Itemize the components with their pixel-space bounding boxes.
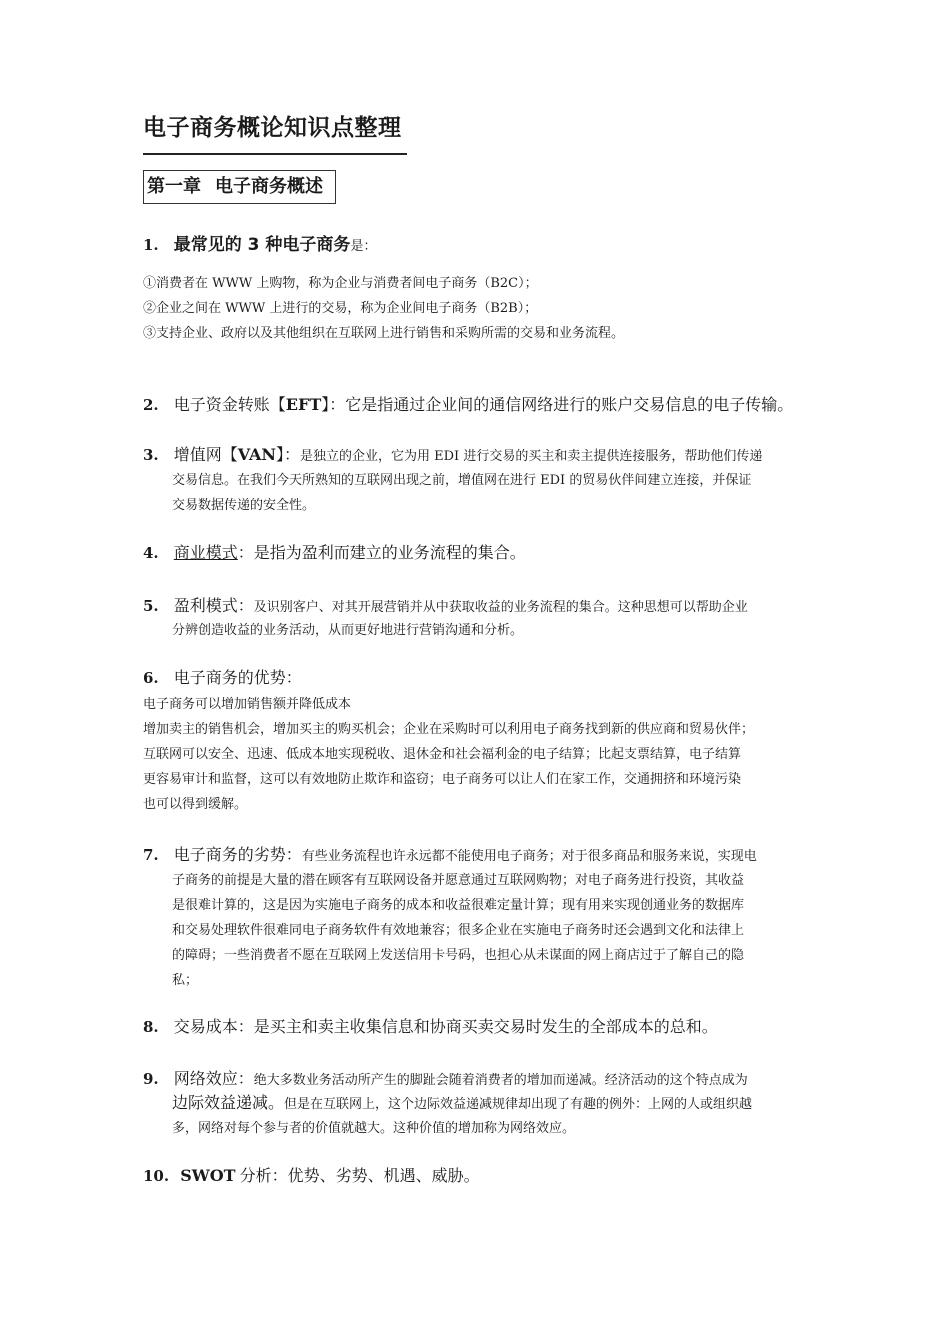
item-term: 盈利模式：: [173, 596, 254, 615]
item-text: 及识别客户、对其开展营销并从中获取收益的业务流程的集合。这种思想可以帮助企业: [253, 600, 748, 615]
item-term: 交易成本：: [173, 1017, 254, 1036]
item-number: 4.: [143, 544, 159, 562]
item-number: 7.: [143, 846, 159, 864]
item-text: 是独立的企业，它为用 EDI 进行交易的买主和卖主提供连接服务，帮助他们传递: [300, 449, 763, 464]
item-suffix: 是：: [350, 239, 377, 254]
item-6: [143, 665, 302, 688]
item-3: [143, 442, 762, 465]
item-1-line: ③支持企业、政府以及其他组织在互联网上进行销售和采购所需的交易和业务流程。: [143, 326, 625, 341]
item-1-line: ②企业之间在 WWW 上进行的交易，称为企业间电子商务（B2B）；: [143, 301, 538, 316]
item-5-line: 分辨创造收益的业务活动，从而更好地进行营销沟通和分析。: [172, 623, 524, 638]
item-text: 分析：优势、劣势、机遇、威胁。: [239, 1166, 480, 1185]
item-7-line: 私；: [172, 973, 199, 988]
item-text: 是买主和卖主收集信息和协商买卖交易时发生的全部成本的总和。: [253, 1017, 718, 1036]
item-number: 3.: [143, 446, 159, 464]
item-number: 10.: [143, 1167, 170, 1185]
item-6-line: 互联网可以安全、迅速、低成本地实现税收、退休金和社会福利金的电子结算；比起支票结算，电子结算: [143, 747, 742, 762]
item-9-line-rest: 但是在互联网上，这个边际效益递减规律却出现了有趣的例外：上网的人或组织越: [284, 1097, 753, 1112]
item-text: ：是指为盈利而建立的业务流程的集合。: [237, 543, 526, 562]
item-7-line: 和交易处理软件很难同电子商务软件有效地兼容；很多企业在实施电子商务时还会遇到文化和法律上: [172, 923, 745, 938]
chapter-heading: [143, 170, 336, 204]
item-9-line: [172, 1090, 752, 1113]
item-10: [143, 1163, 480, 1186]
item-4: [143, 540, 526, 563]
item-text: 它是指通过企业间的通信网络进行的账户交易信息的电子传输。: [345, 395, 794, 414]
item-9-line: 多，网络对每个参与者的价值就越大。这种价值的增加称为网络效应。: [172, 1121, 576, 1136]
item-3-line: 交易数据传递的安全性。: [172, 498, 316, 513]
item-number: 5.: [143, 597, 159, 615]
item-text: 有些业务流程也许永远都不能使用电子商务；对于很多商品和服务来说，实现电: [301, 849, 757, 864]
item-3-line: 交易信息。在我们今天所熟知的互联网出现之前，增值网在进行 EDI 的贸易伙伴间建立连接，并保证: [172, 473, 752, 488]
item-1-line: ①消费者在 WWW 上购物，称为企业与消费者间电子商务（B2C）；: [143, 276, 538, 291]
item-2: [143, 392, 793, 415]
item-number: 1.: [143, 236, 159, 254]
item-term: 电子商务的劣势：: [173, 845, 302, 864]
item-7: [143, 842, 757, 865]
item-term: 电子资金转账【EFT】：: [173, 395, 346, 414]
item-7-line: 子商务的前提是大量的潜在顾客有互联网设备并愿意通过互联网购物；对电子商务进行投资，其收益: [172, 873, 745, 888]
item-9: [143, 1066, 748, 1089]
item-5: [143, 593, 748, 616]
item-6-line: 更容易审计和监督，这可以有效地防止欺诈和盗窃；电子商务可以让人们在家工作，交通拥挤和环境污染: [143, 772, 742, 787]
item-term: 最常见的 3 种电子商务: [173, 235, 351, 255]
item-number: 9.: [143, 1070, 159, 1088]
item-9-emphasis: 边际效益递减。: [172, 1093, 285, 1112]
item-term: 网络效应：: [173, 1069, 254, 1088]
item-term: 增值网【VAN】：: [173, 445, 301, 464]
item-number: 6.: [143, 669, 159, 687]
chapter-label: 第一章: [147, 176, 201, 197]
item-number: 8.: [143, 1018, 159, 1036]
item-7-line: 是很难计算的，这是因为实施电子商务的成本和收益很难定量计算；现有用来实现创通业务的数据库: [172, 898, 745, 913]
item-6-line: 增加卖主的销售机会，增加买主的购买机会；企业在采购时可以利用电子商务找到新的供应商和贸易伙伴；: [143, 722, 755, 737]
item-1-heading: [143, 230, 376, 255]
item-text: 绝大多数业务活动所产生的脚趾会随着消费者的增加而递减。经济活动的这个特点成为: [253, 1073, 748, 1088]
page-title: 电子商务概论知识点整理: [143, 115, 402, 141]
item-term: 商业模式: [173, 543, 238, 562]
item-term: 电子商务的优势：: [173, 668, 302, 687]
item-7-line: 的障碍；一些消费者不愿在互联网上发送信用卡号码，也担心从未谋面的网上商店过于了解自己的隐: [172, 948, 745, 963]
item-6-line: 电子商务可以增加销售额并降低成本: [143, 697, 352, 712]
item-6-line: 也可以得到缓解。: [143, 797, 248, 812]
item-number: 2.: [143, 396, 159, 414]
chapter-name: 电子商务概述: [215, 176, 323, 197]
item-term: SWOT: [180, 1166, 236, 1185]
item-8: [143, 1014, 718, 1037]
title-underline: [143, 153, 407, 155]
